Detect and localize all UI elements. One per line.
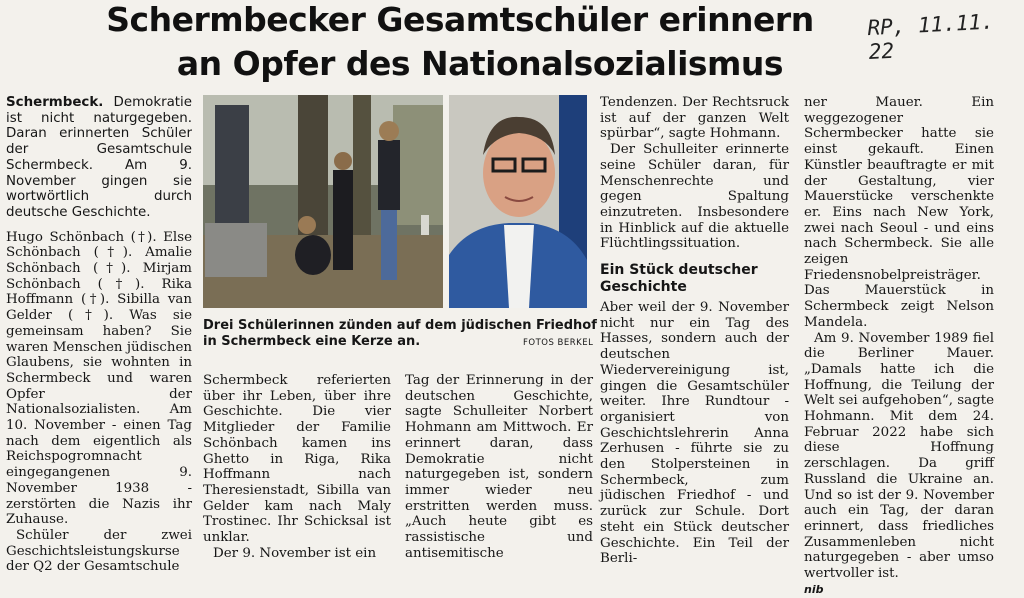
cemetery-photo-image	[203, 95, 443, 308]
body-paragraph: Schermbeck referierten über ihr Leben, über ihre Geschichte. Die vier Mitglieder der Familie Schönbach kamen ins Ghetto in Riga, Rika Hoffmann nach Theresienstadt, Sibilla van Gelder kam nach Maly Trostinec. Ihr Schicksal ist unklar.	[203, 373, 391, 546]
section-subheading: Ein Stück deutscher Geschichte	[600, 262, 758, 296]
portrait-photo-image	[449, 95, 587, 308]
body-paragraph: Hugo Schönbach (†). Else Schönbach (†). Amalie Schönbach (†). Mirjam Schönbach (†). Rika Hoffmann (†). Sibilla van Gelder (†). Was sie gemeinsam haben? Sie waren Menschen jüdischen Glaubens, sie wohnten in Schermbeck und waren Opfer der Nationalsozialisten. Am 10. November - einen Tag nach dem eigentlich als Reichspogromnacht eingegangenen 9. November 1938 - zerstörten die Nazis ihr Zuhause.	[6, 229, 192, 528]
body-paragraph: Schüler der zwei Geschichtsleistungskurse der Q2 der Gesamtschule	[6, 527, 192, 575]
body-paragraph: Am 9. November 1989 fiel die Berliner Mauer. „Damals hatte ich die Hoffnung, die Teilung der Welt sei aufgehoben“, sagte Hohmann. Mit dem 24. Februar 2022 habe sich diese Hoffnung zerschlagen. Da griff Russland die Ukraine an. Und so ist der 9. November auch ein Tag, der daran erinnert, dass friedliches Zusammenleben nicht naturgegeben - aber umso wertvoller ist.	[804, 330, 994, 582]
lead-paragraph	[6, 95, 192, 221]
photo-credit: FOTOS BERKEL	[523, 338, 594, 348]
cemetery-photo	[203, 95, 443, 308]
body-paragraph: Tag der Erinnerung in der deutschen Geschichte, sagte Schulleiter Norbert Hohmann am Mittwoch. Er erinnert daran, dass Demokratie nicht naturgegeben ist, sondern immer wieder neu erstritten werden muss. „Auch heute gibt es rassistische und antisemitische	[405, 373, 593, 561]
headline-line-2: an Opfer des Nationalsozialismus	[176, 44, 784, 83]
handwritten-date-note: RP, 11.11. 22	[866, 9, 995, 65]
body-paragraph: Aber weil der 9. November nicht nur ein Tag des Hasses, sondern auch der deutschen Wiedervereinigung ist, gingen die Gesamtschüler weiter. Ihre Rundtour - organisiert von Geschichtslehrerin Anna Zerhusen - führte sie zu den Stolpersteinen in Schermbeck, zum jüdischen Friedhof - und zurück zur Schule. Dort steht ein Stück deutscher Geschichte. Ein Teil der Berli-	[600, 300, 789, 567]
portrait-photo	[449, 95, 587, 308]
article-column-3	[405, 373, 593, 561]
body-paragraph: ner Mauer. Ein weggezogener Schermbecker hatte sie einst gekauft. Einen Künstler beauftragte er mit der Gestaltung, vier Mauerstücke verschenkte er. Eins nach New York, zwei nach Seoul - und eins nach Schermbeck. Sie alle zeigen Friedensnobelpreisträger. Das Mauerstück in Schermbeck zeigt Nelson Mandela.	[804, 95, 994, 330]
lead-text: Demokratie ist nicht naturgegeben. Daran erinnerten Schüler der Gesamtschule Schermbeck. Am 9. November gingen sie wortwörtlich durch deutsche Geschichte.	[6, 95, 192, 220]
article-column-4	[600, 95, 789, 567]
body-paragraph: Tendenzen. Der Rechtsruck ist auf der ganzen Welt spürbar“, sagte Hohmann.	[600, 95, 789, 142]
body-paragraph: Der 9. November ist ein	[213, 545, 377, 561]
author-signature: nib	[804, 582, 824, 596]
article-column-1	[6, 95, 192, 575]
article-column-2	[203, 373, 391, 561]
body-paragraph: Der Schulleiter erinnerte seine Schüler daran, für Menschenrechte und gegen Spaltung einzutreten. Insbesondere in Hinblick auf die aktuelle Flüchtlingssituation.	[600, 142, 789, 252]
dateline: Schermbeck.	[6, 95, 104, 110]
photo-caption: Drei Schülerinnen zünden auf dem jüdischen Friedhof in Schermbeck eine Kerze an.	[203, 318, 597, 349]
headline-line-1: Schermbecker Gesamtschüler erinnern	[106, 0, 814, 39]
article-column-5	[804, 95, 994, 598]
